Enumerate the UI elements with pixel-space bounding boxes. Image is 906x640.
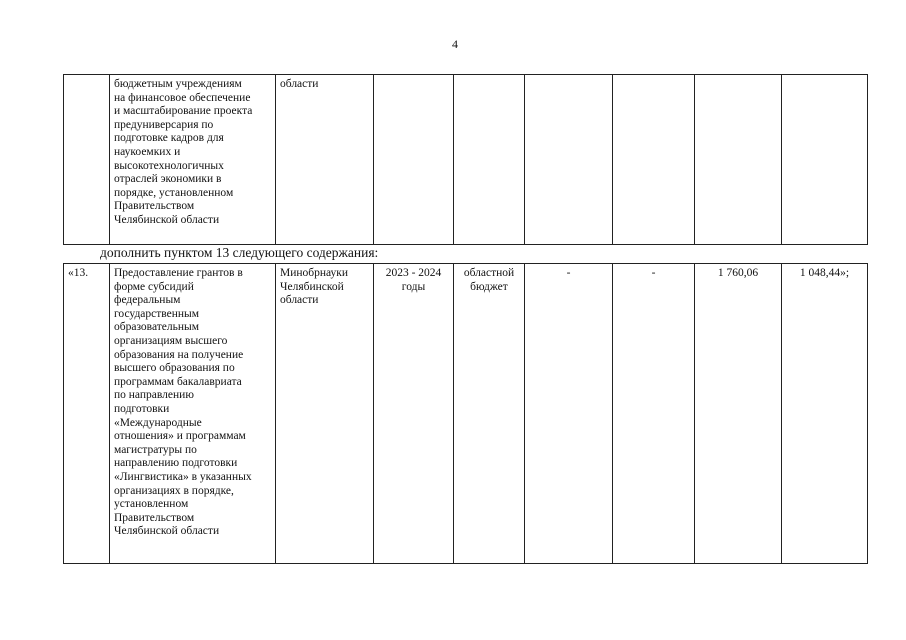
description-line: подготовки [114,402,170,415]
description-line: отраслей экономики в [114,173,222,186]
table-row [64,264,868,564]
value-cell [525,75,613,245]
description-line: наукоемких и [114,145,181,158]
description-cell [110,264,276,564]
table-row [64,75,868,245]
value-cell: 1 048,44»; [782,264,868,564]
description-line: Правительством [114,200,195,213]
period-cell [374,75,454,245]
value-cell: - [525,264,613,564]
description-line: на финансовое обеспечение [114,91,251,104]
description-line: предуниверсария по [114,118,214,131]
executor-line: Челябинской [280,280,344,293]
description-line: организациях в порядке, [114,484,234,497]
executor-line: области [280,294,319,307]
description-cell [110,75,276,245]
value-cell [613,75,695,245]
description-line: и масштабирование проекта [114,105,253,118]
page-number: 4 [452,37,458,51]
description-line: отношения» и программам [114,430,246,443]
amendment-instruction: дополнить пунктом 13 следующего содержания: [100,245,379,260]
description-line: направлению подготовки [114,457,238,470]
description-line: Челябинской области [114,213,220,226]
source-cell [454,264,525,564]
executor-cell: области [276,75,374,245]
description-line: образования на получение [114,348,244,361]
description-line: Правительством [114,511,195,524]
description-line: программам бакалавриата [114,375,242,388]
description-line: Предоставление грантов в [114,267,243,279]
description-line: Челябинской области [114,525,220,538]
description-line: высшего образования по [114,362,235,375]
executor-cell [276,264,374,564]
description-line: форме субсидий [114,280,194,293]
value-cell: 1 760,06 [695,264,782,564]
description-line: бюджетным учреждениям [114,78,242,90]
table-continued [63,74,868,245]
table-new-item [63,263,868,564]
value-cell [695,75,782,245]
description-line: порядке, установленном [114,186,234,199]
description-line: «Лингвистика» в указанных [114,470,252,483]
period-cell [374,264,454,564]
value-cell: - [613,264,695,564]
period-line: 2023 - 2024 [385,267,442,279]
description-line: «Международные [114,416,202,429]
period-line: годы [401,280,426,293]
row-number-cell: «13. [64,264,110,564]
description-line: подготовке кадров для [114,132,224,145]
description-line: государственным [114,307,200,320]
description-line: организациям высшего [114,334,228,347]
description-line: федеральным [114,294,181,307]
source-line: бюджет [470,280,508,293]
executor-line: Минобрнауки [280,267,349,279]
description-line: высокотехнологичных [114,159,224,172]
description-line: образовательным [114,321,200,334]
description-line: по направлению [114,389,194,402]
source-line: областной [463,267,515,279]
source-cell [454,75,525,245]
value-cell [782,75,868,245]
row-number-cell [64,75,110,245]
description-line: установленном [114,498,189,511]
description-line: магистратуры по [114,443,197,456]
